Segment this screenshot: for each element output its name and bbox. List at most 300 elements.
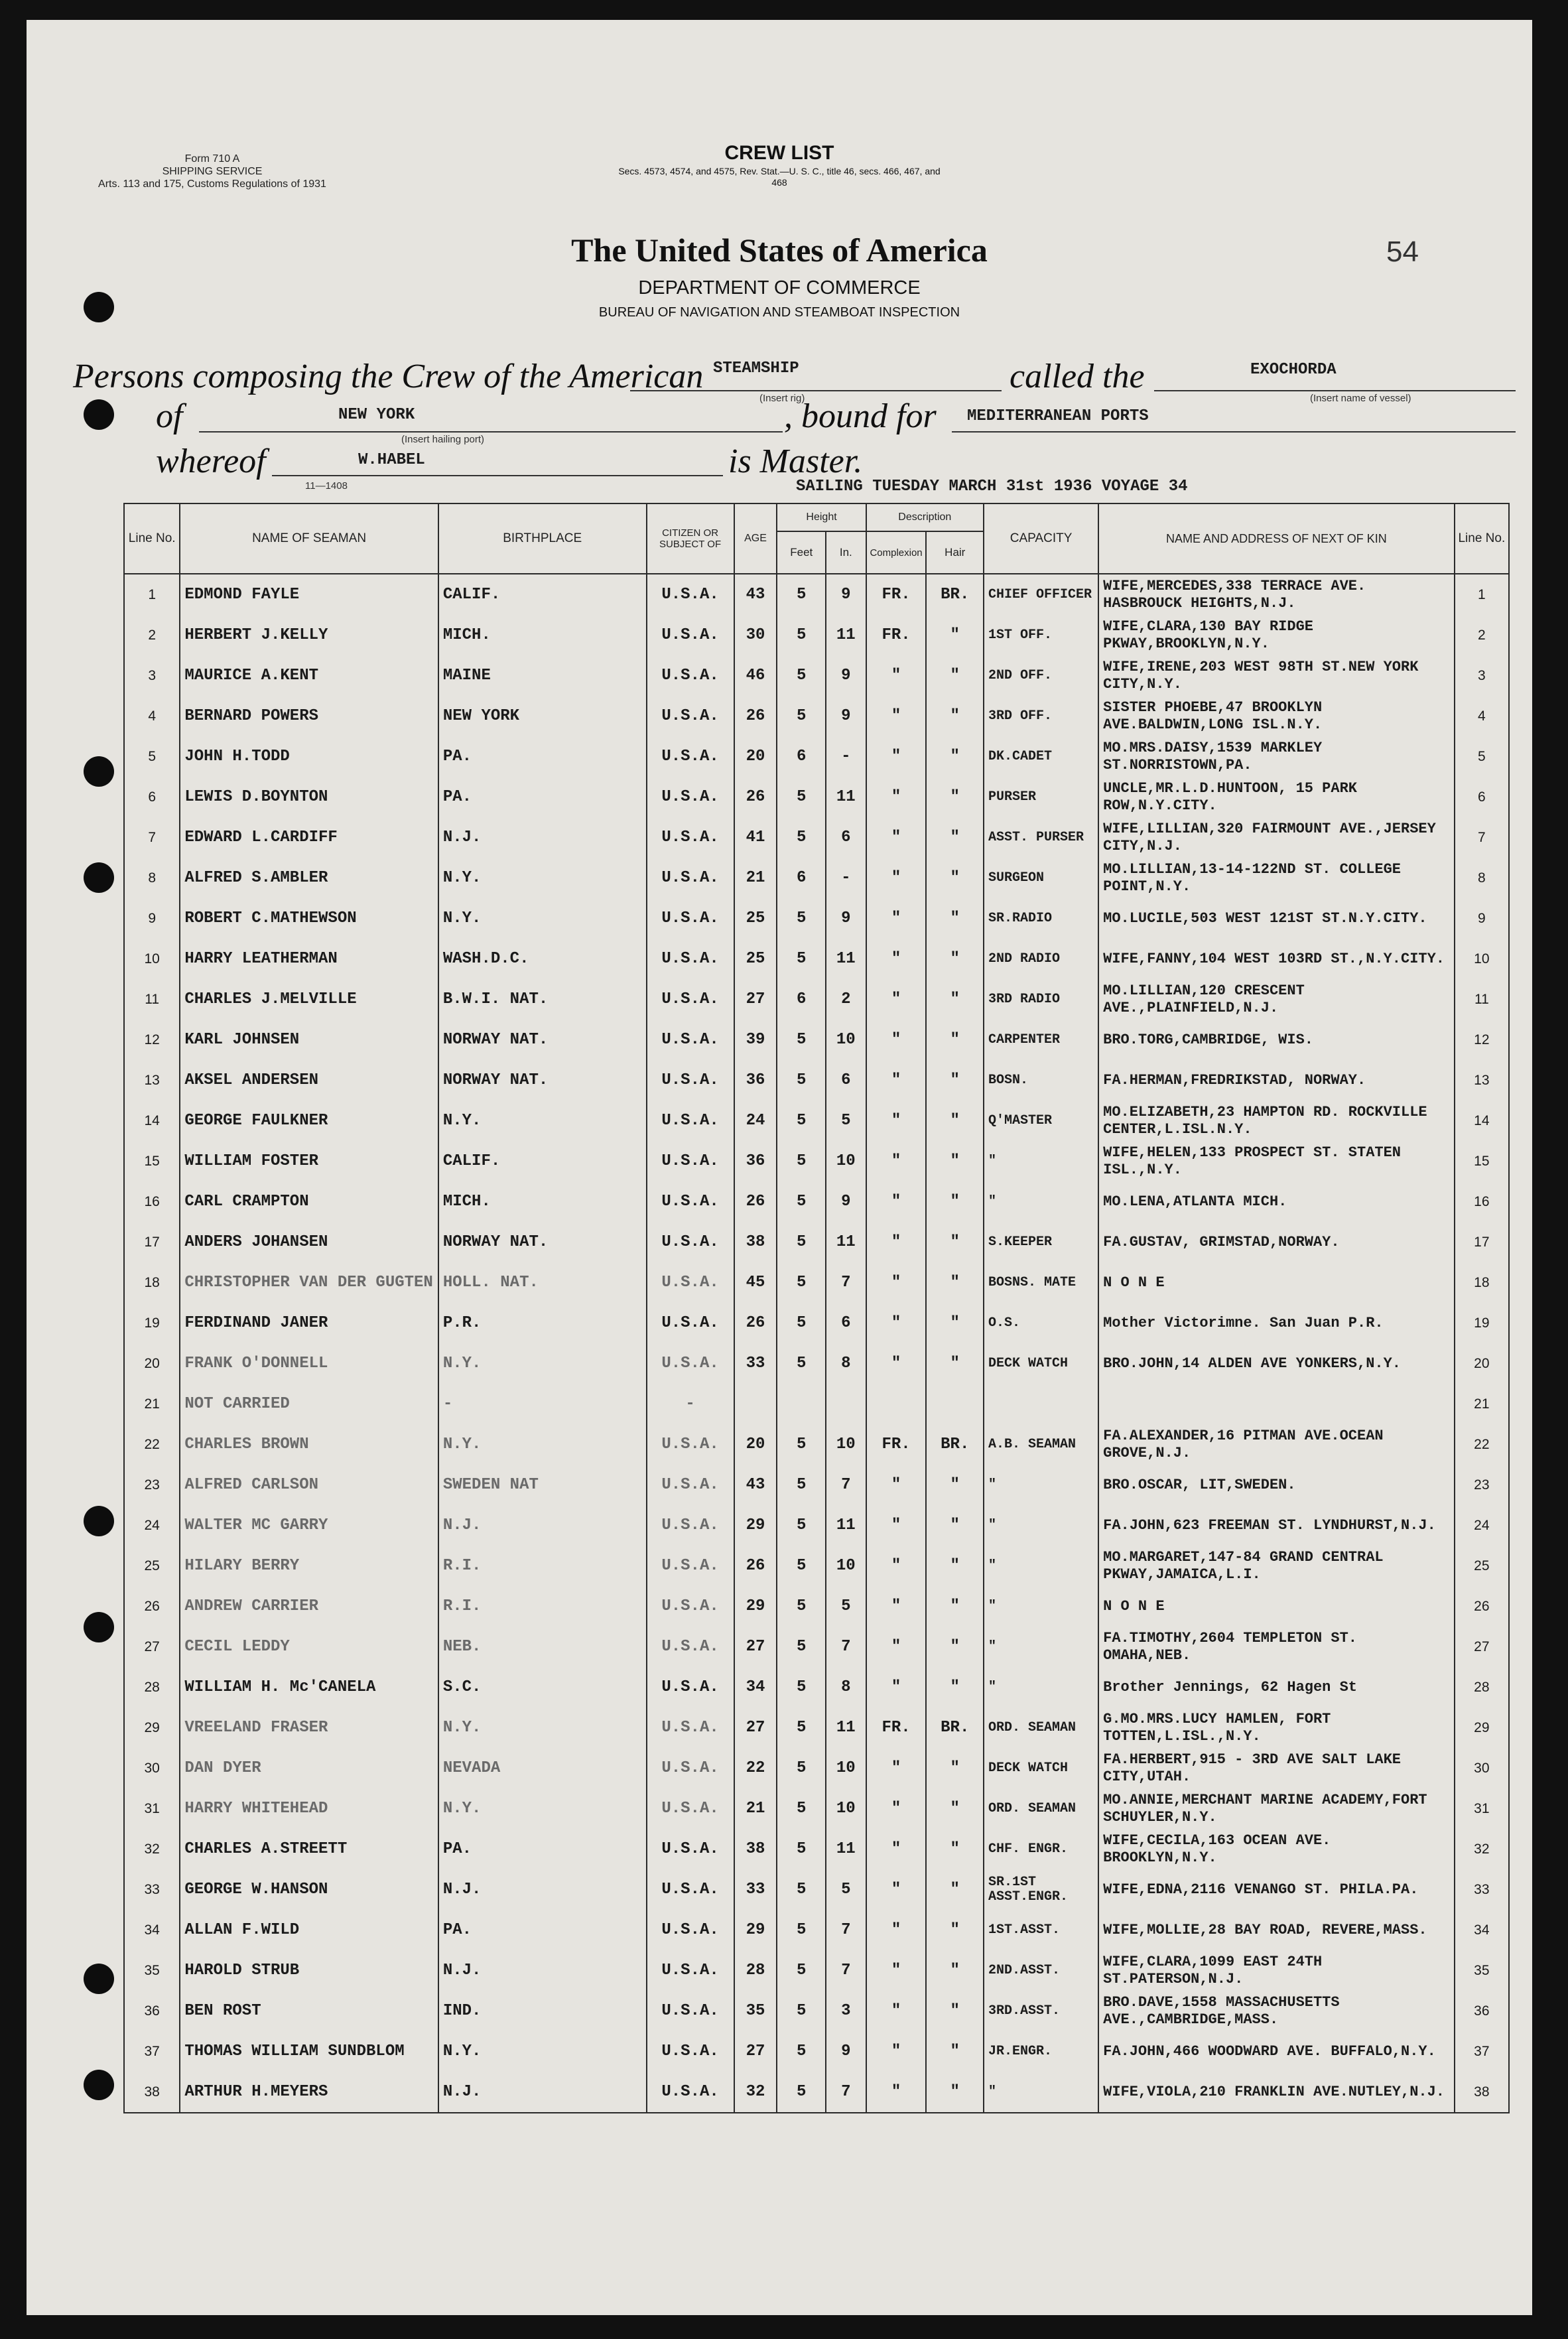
height-feet: 5 xyxy=(777,1950,826,1991)
seaman-name: GEORGE W.HANSON xyxy=(180,1869,438,1910)
citizenship: U.S.A. xyxy=(647,1667,734,1707)
line-number-right: 27 xyxy=(1455,1627,1509,1667)
age: 26 xyxy=(734,1546,777,1586)
age: 38 xyxy=(734,1222,777,1262)
capacity: " xyxy=(984,1546,1098,1586)
capacity: " xyxy=(984,1505,1098,1546)
line-number: 24 xyxy=(124,1505,180,1546)
next-of-kin: WIFE,CLARA,1099 EAST 24TH ST.PATERSON,N.J. xyxy=(1098,1950,1455,1991)
home-port-value: NEW YORK xyxy=(338,406,415,424)
line-number: 23 xyxy=(124,1465,180,1505)
height-feet: 5 xyxy=(777,1748,826,1788)
line-number: 12 xyxy=(124,1020,180,1060)
capacity: ORD. SEAMAN xyxy=(984,1788,1098,1829)
capacity: " xyxy=(984,1627,1098,1667)
height-feet: 5 xyxy=(777,1505,826,1546)
age: 26 xyxy=(734,1303,777,1343)
next-of-kin: N O N E xyxy=(1098,1586,1455,1627)
punch-hole xyxy=(84,399,114,430)
next-of-kin: G.MO.MRS.LUCY HAMLEN, FORT TOTTEN,L.ISL.,N.Y. xyxy=(1098,1707,1455,1748)
table-row xyxy=(124,1505,1509,1546)
height-inches: 9 xyxy=(826,898,866,939)
capacity: 3RD.ASST. xyxy=(984,1991,1098,2031)
port-underline xyxy=(199,431,783,433)
line-number-right: 24 xyxy=(1455,1505,1509,1546)
citizenship: U.S.A. xyxy=(647,1910,734,1950)
seaman-name: DAN DYER xyxy=(180,1748,438,1788)
birthplace: N.Y. xyxy=(438,1424,647,1465)
complexion: FR. xyxy=(866,615,927,655)
age: 28 xyxy=(734,1950,777,1991)
seaman-name: MAURICE A.KENT xyxy=(180,655,438,696)
height-feet: 5 xyxy=(777,696,826,736)
age: 22 xyxy=(734,1748,777,1788)
citizenship: U.S.A. xyxy=(647,777,734,817)
birthplace: N.Y. xyxy=(438,858,647,898)
complexion: " xyxy=(866,1950,927,1991)
height-inches: 11 xyxy=(826,1707,866,1748)
seaman-name: ARTHUR H.MEYERS xyxy=(180,2072,438,2113)
hair xyxy=(926,1384,984,1424)
capacity: " xyxy=(984,1586,1098,1627)
form-regulations: Arts. 113 and 175, Customs Regulations of 1931 xyxy=(98,178,326,190)
height-feet: 5 xyxy=(777,1262,826,1303)
citizenship: U.S.A. xyxy=(647,2072,734,2113)
citizenship: U.S.A. xyxy=(647,1707,734,1748)
table-row xyxy=(124,1303,1509,1343)
birthplace: N.Y. xyxy=(438,2031,647,2072)
print-code: 11—1408 xyxy=(305,480,348,492)
birthplace: P.R. xyxy=(438,1303,647,1343)
hair: " xyxy=(926,1020,984,1060)
height-feet: 5 xyxy=(777,898,826,939)
table-row xyxy=(124,615,1509,655)
height-feet: 5 xyxy=(777,1627,826,1667)
height-inches: 6 xyxy=(826,1303,866,1343)
hair: " xyxy=(926,1829,984,1869)
birthplace: PA. xyxy=(438,736,647,777)
height-inches: 6 xyxy=(826,1060,866,1101)
height-inches: 10 xyxy=(826,1748,866,1788)
table-row xyxy=(124,1950,1509,1991)
complexion: " xyxy=(866,1262,927,1303)
age: 25 xyxy=(734,939,777,979)
complexion: " xyxy=(866,736,927,777)
col-line-no: Line No. xyxy=(124,503,180,574)
col-capacity: CAPACITY xyxy=(984,503,1098,574)
next-of-kin: FA.TIMOTHY,2604 TEMPLETON ST. OMAHA,NEB. xyxy=(1098,1627,1455,1667)
is-master-label: is Master. xyxy=(728,442,863,480)
height-feet: 5 xyxy=(777,939,826,979)
birthplace: S.C. xyxy=(438,1667,647,1707)
line-number: 3 xyxy=(124,655,180,696)
next-of-kin: FA.HERMAN,FREDRIKSTAD, NORWAY. xyxy=(1098,1060,1455,1101)
next-of-kin: MO.LUCILE,503 WEST 121ST ST.N.Y.CITY. xyxy=(1098,898,1455,939)
complexion: " xyxy=(866,1627,927,1667)
seaman-name: KARL JOHNSEN xyxy=(180,1020,438,1060)
citizenship: U.S.A. xyxy=(647,1141,734,1181)
height-inches: 8 xyxy=(826,1667,866,1707)
citizenship: U.S.A. xyxy=(647,1020,734,1060)
line-number: 29 xyxy=(124,1707,180,1748)
crew-list-document xyxy=(27,20,1532,2315)
hair: " xyxy=(926,1991,984,2031)
height-inches: 5 xyxy=(826,1586,866,1627)
age: 36 xyxy=(734,1141,777,1181)
line-number-right: 20 xyxy=(1455,1343,1509,1384)
line-number-right: 30 xyxy=(1455,1748,1509,1788)
citizenship: U.S.A. xyxy=(647,817,734,858)
citizenship: U.S.A. xyxy=(647,1546,734,1586)
birthplace: HOLL. NAT. xyxy=(438,1262,647,1303)
next-of-kin: FA.GUSTAV, GRIMSTAD,NORWAY. xyxy=(1098,1222,1455,1262)
hair: " xyxy=(926,1586,984,1627)
seaman-name: HAROLD STRUB xyxy=(180,1950,438,1991)
height-inches: 9 xyxy=(826,655,866,696)
document-title: CREW LIST xyxy=(724,142,834,164)
hair: " xyxy=(926,1101,984,1141)
seaman-name: THOMAS WILLIAM SUNDBLOM xyxy=(180,2031,438,2072)
capacity: CARPENTER xyxy=(984,1020,1098,1060)
line-number-right: 1 xyxy=(1455,574,1509,615)
table-row xyxy=(124,1910,1509,1950)
citizenship: U.S.A. xyxy=(647,2031,734,2072)
complexion: " xyxy=(866,817,927,858)
citizenship: U.S.A. xyxy=(647,1627,734,1667)
capacity: JR.ENGR. xyxy=(984,2031,1098,2072)
called-label: called the xyxy=(1010,358,1145,395)
col-name: NAME OF SEAMAN xyxy=(180,503,438,574)
seaman-name: BERNARD POWERS xyxy=(180,696,438,736)
next-of-kin: MO.ANNIE,MERCHANT MARINE ACADEMY,FORT SCHUYLER,N.Y. xyxy=(1098,1788,1455,1829)
birthplace: N.J. xyxy=(438,2072,647,2113)
capacity: BOSNS. MATE xyxy=(984,1262,1098,1303)
citizenship: U.S.A. xyxy=(647,1262,734,1303)
citizenship: U.S.A. xyxy=(647,898,734,939)
height-inches: - xyxy=(826,858,866,898)
hair: BR. xyxy=(926,574,984,615)
line-number: 6 xyxy=(124,777,180,817)
line-number-right: 5 xyxy=(1455,736,1509,777)
capacity: DK.CADET xyxy=(984,736,1098,777)
table-row xyxy=(124,1991,1509,2031)
height-feet: 5 xyxy=(777,1424,826,1465)
age: 21 xyxy=(734,858,777,898)
citizenship: U.S.A. xyxy=(647,615,734,655)
table-row xyxy=(124,696,1509,736)
table-row xyxy=(124,858,1509,898)
birthplace: NORWAY NAT. xyxy=(438,1222,647,1262)
line-number-right: 37 xyxy=(1455,2031,1509,2072)
complexion: " xyxy=(866,939,927,979)
table-row xyxy=(124,574,1509,615)
age: 29 xyxy=(734,1586,777,1627)
next-of-kin: WIFE,CECILA,163 OCEAN AVE. BROOKLYN,N.Y. xyxy=(1098,1829,1455,1869)
citizenship: U.S.A. xyxy=(647,939,734,979)
seaman-name: ROBERT C.MATHEWSON xyxy=(180,898,438,939)
citizenship: U.S.A. xyxy=(647,1586,734,1627)
capacity: 3RD OFF. xyxy=(984,696,1098,736)
table-row xyxy=(124,1829,1509,1869)
seaman-name: CHARLES J.MELVILLE xyxy=(180,979,438,1020)
line-number-right: 6 xyxy=(1455,777,1509,817)
citizenship: U.S.A. xyxy=(647,1788,734,1829)
line-number: 38 xyxy=(124,2072,180,2113)
capacity: " xyxy=(984,2072,1098,2113)
height-inches: 10 xyxy=(826,1424,866,1465)
line-number-right: 34 xyxy=(1455,1910,1509,1950)
table-row xyxy=(124,1667,1509,1707)
line-number-right: 4 xyxy=(1455,696,1509,736)
age: 29 xyxy=(734,1910,777,1950)
birthplace: CALIF. xyxy=(438,1141,647,1181)
age: 35 xyxy=(734,1991,777,2031)
bureau-heading: BUREAU OF NAVIGATION AND STEAMBOAT INSPECTION xyxy=(598,305,960,320)
height-inches: 7 xyxy=(826,1627,866,1667)
birthplace: NORWAY NAT. xyxy=(438,1060,647,1101)
next-of-kin: BRO.TORG,CAMBRIDGE, WIS. xyxy=(1098,1020,1455,1060)
next-of-kin: SISTER PHOEBE,47 BROOKLYN AVE.BALDWIN,LONG ISL.N.Y. xyxy=(1098,696,1455,736)
table-row xyxy=(124,1465,1509,1505)
line-number: 20 xyxy=(124,1343,180,1384)
seaman-name: JOHN H.TODD xyxy=(180,736,438,777)
birthplace: NEVADA xyxy=(438,1748,647,1788)
height-feet xyxy=(777,1384,826,1424)
line-number: 11 xyxy=(124,979,180,1020)
citizenship: U.S.A. xyxy=(647,736,734,777)
punch-hole xyxy=(84,862,114,893)
next-of-kin: WIFE,MERCEDES,338 TERRACE AVE. HASBROUCK HEIGHTS,N.J. xyxy=(1098,574,1455,615)
line-number: 16 xyxy=(124,1181,180,1222)
complexion: " xyxy=(866,1222,927,1262)
table-row xyxy=(124,777,1509,817)
seaman-name: NOT CARRIED xyxy=(180,1384,438,1424)
line-number-right: 9 xyxy=(1455,898,1509,939)
country-heading: The United States of America xyxy=(571,232,988,269)
line-number-right: 18 xyxy=(1455,1262,1509,1303)
capacity: SR.RADIO xyxy=(984,898,1098,939)
line-number-right: 3 xyxy=(1455,655,1509,696)
seaman-name: HARRY WHITEHEAD xyxy=(180,1788,438,1829)
hair: " xyxy=(926,1546,984,1586)
birthplace: - xyxy=(438,1384,647,1424)
citizenship: U.S.A. xyxy=(647,1950,734,1991)
line-number: 10 xyxy=(124,939,180,979)
capacity: SR.1ST ASST.ENGR. xyxy=(984,1869,1098,1910)
height-feet: 5 xyxy=(777,777,826,817)
age: 38 xyxy=(734,1829,777,1869)
capacity: O.S. xyxy=(984,1303,1098,1343)
birthplace: N.J. xyxy=(438,1505,647,1546)
seaman-name: EDWARD L.CARDIFF xyxy=(180,817,438,858)
line-number-right: 12 xyxy=(1455,1020,1509,1060)
department-heading: DEPARTMENT OF COMMERCE xyxy=(638,277,921,299)
complexion: " xyxy=(866,898,927,939)
line-number: 17 xyxy=(124,1222,180,1262)
line-number-right: 33 xyxy=(1455,1869,1509,1910)
table-row xyxy=(124,1424,1509,1465)
age: 45 xyxy=(734,1262,777,1303)
col-inches: In. xyxy=(826,531,866,574)
citizenship: U.S.A. xyxy=(647,1222,734,1262)
next-of-kin: FA.JOHN,623 FREEMAN ST. LYNDHURST,N.J. xyxy=(1098,1505,1455,1546)
col-age: AGE xyxy=(734,503,777,574)
next-of-kin: WIFE,LILLIAN,320 FAIRMOUNT AVE.,JERSEY CITY,N.J. xyxy=(1098,817,1455,858)
complexion: " xyxy=(866,1181,927,1222)
rig-hint: (Insert rig) xyxy=(759,393,805,404)
hair: " xyxy=(926,1303,984,1343)
next-of-kin: UNCLE,MR.L.D.HUNTOON, 15 PARK ROW,N.Y.CITY. xyxy=(1098,777,1455,817)
capacity: " xyxy=(984,1667,1098,1707)
age: 30 xyxy=(734,615,777,655)
birthplace: WASH.D.C. xyxy=(438,939,647,979)
citizenship: U.S.A. xyxy=(647,1748,734,1788)
seaman-name: WILLIAM H. Mc'CANELA xyxy=(180,1667,438,1707)
line-number: 15 xyxy=(124,1141,180,1181)
line-number: 9 xyxy=(124,898,180,939)
height-feet: 6 xyxy=(777,736,826,777)
hair: " xyxy=(926,615,984,655)
capacity: ASST. PURSER xyxy=(984,817,1098,858)
table-row xyxy=(124,1101,1509,1141)
citizenship: U.S.A. xyxy=(647,979,734,1020)
capacity: 1ST.ASST. xyxy=(984,1910,1098,1950)
height-feet: 5 xyxy=(777,1141,826,1181)
table-row xyxy=(124,1222,1509,1262)
seaman-name: FERDINAND JANER xyxy=(180,1303,438,1343)
hair: " xyxy=(926,2072,984,2113)
table-row xyxy=(124,898,1509,939)
age: 24 xyxy=(734,1101,777,1141)
vessel-hint: (Insert name of vessel) xyxy=(1310,393,1411,404)
next-of-kin: BRO.DAVE,1558 MASSACHUSETTS AVE.,CAMBRIDGE,MASS. xyxy=(1098,1991,1455,2031)
rig-underline xyxy=(630,390,1002,391)
height-inches: 11 xyxy=(826,1505,866,1546)
citizenship: U.S.A. xyxy=(647,1060,734,1101)
birthplace: NEB. xyxy=(438,1627,647,1667)
table-row xyxy=(124,1060,1509,1101)
birthplace: SWEDEN NAT xyxy=(438,1465,647,1505)
birthplace: N.Y. xyxy=(438,1707,647,1748)
complexion: " xyxy=(866,1343,927,1384)
hair: " xyxy=(926,858,984,898)
height-feet: 6 xyxy=(777,979,826,1020)
complexion: " xyxy=(866,2072,927,2113)
table-row xyxy=(124,979,1509,1020)
birthplace: N.Y. xyxy=(438,1343,647,1384)
height-feet: 5 xyxy=(777,1546,826,1586)
seaman-name: CHRISTOPHER VAN DER GUGTEN xyxy=(180,1262,438,1303)
col-line-no-right: Line No. xyxy=(1455,503,1509,574)
next-of-kin: WIFE,VIOLA,210 FRANKLIN AVE.NUTLEY,N.J. xyxy=(1098,2072,1455,2113)
height-inches: 10 xyxy=(826,1546,866,1586)
line-number-right: 35 xyxy=(1455,1950,1509,1991)
col-birthplace: BIRTHPLACE xyxy=(438,503,647,574)
birthplace: N.J. xyxy=(438,817,647,858)
line-number: 36 xyxy=(124,1991,180,2031)
line-number: 2 xyxy=(124,615,180,655)
age: 26 xyxy=(734,696,777,736)
punch-hole xyxy=(84,1612,114,1642)
complexion: " xyxy=(866,1465,927,1505)
height-inches: 3 xyxy=(826,1991,866,2031)
punch-hole xyxy=(84,1964,114,1994)
age: 43 xyxy=(734,574,777,615)
birthplace: N.Y. xyxy=(438,1101,647,1141)
age: 34 xyxy=(734,1667,777,1707)
height-feet: 5 xyxy=(777,655,826,696)
height-inches: 10 xyxy=(826,1020,866,1060)
table-row xyxy=(124,817,1509,858)
bound-for-label: , bound for xyxy=(784,397,937,435)
complexion: " xyxy=(866,1991,927,2031)
seaman-name: GEORGE FAULKNER xyxy=(180,1101,438,1141)
height-feet: 5 xyxy=(777,1910,826,1950)
seaman-name: EDMOND FAYLE xyxy=(180,574,438,615)
capacity: A.B. SEAMAN xyxy=(984,1424,1098,1465)
next-of-kin: MO.ELIZABETH,23 HAMPTON RD. ROCKVILLE CENTER,L.ISL.N.Y. xyxy=(1098,1101,1455,1141)
next-of-kin: BRO.OSCAR, LIT,SWEDEN. xyxy=(1098,1465,1455,1505)
sailing-info: SAILING TUESDAY MARCH 31st 1936 VOYAGE 34 xyxy=(796,478,1188,496)
capacity: SURGEON xyxy=(984,858,1098,898)
citizenship: U.S.A. xyxy=(647,858,734,898)
next-of-kin: WIFE,MOLLIE,28 BAY ROAD, REVERE,MASS. xyxy=(1098,1910,1455,1950)
capacity: " xyxy=(984,1141,1098,1181)
height-inches: - xyxy=(826,736,866,777)
seaman-name: ANDERS JOHANSEN xyxy=(180,1222,438,1262)
height-feet: 5 xyxy=(777,1829,826,1869)
height-inches: 7 xyxy=(826,1950,866,1991)
line-number-right: 32 xyxy=(1455,1829,1509,1869)
next-of-kin: MO.MARGARET,147-84 GRAND CENTRAL PKWAY,JAMAICA,L.I. xyxy=(1098,1546,1455,1586)
birthplace: N.J. xyxy=(438,1869,647,1910)
birthplace: MICH. xyxy=(438,1181,647,1222)
line-number: 22 xyxy=(124,1424,180,1465)
line-number-right: 17 xyxy=(1455,1222,1509,1262)
seaman-name: CARL CRAMPTON xyxy=(180,1181,438,1222)
complexion: " xyxy=(866,1303,927,1343)
seaman-name: ALFRED S.AMBLER xyxy=(180,858,438,898)
height-feet: 5 xyxy=(777,1222,826,1262)
height-inches: 11 xyxy=(826,615,866,655)
citizenship: U.S.A. xyxy=(647,655,734,696)
line-number-right: 15 xyxy=(1455,1141,1509,1181)
complexion: FR. xyxy=(866,1424,927,1465)
height-inches: 9 xyxy=(826,696,866,736)
line-number-right: 19 xyxy=(1455,1303,1509,1343)
seaman-name: CECIL LEDDY xyxy=(180,1627,438,1667)
birthplace: NORWAY NAT. xyxy=(438,1020,647,1060)
age: 20 xyxy=(734,1424,777,1465)
table-row xyxy=(124,1262,1509,1303)
table-row xyxy=(124,1788,1509,1829)
port-hint: (Insert hailing port) xyxy=(401,434,485,445)
hair: " xyxy=(926,696,984,736)
height-inches: 5 xyxy=(826,1869,866,1910)
height-feet: 5 xyxy=(777,1869,826,1910)
citizenship: - xyxy=(647,1384,734,1424)
line-number-right: 23 xyxy=(1455,1465,1509,1505)
line-number: 13 xyxy=(124,1060,180,1101)
next-of-kin: WIFE,CLARA,130 BAY RIDGE PKWAY,BROOKLYN,N.Y. xyxy=(1098,615,1455,655)
capacity: ORD. SEAMAN xyxy=(984,1707,1098,1748)
capacity: DECK WATCH xyxy=(984,1343,1098,1384)
next-of-kin: FA.ALEXANDER,16 PITMAN AVE.OCEAN GROVE,N.J. xyxy=(1098,1424,1455,1465)
next-of-kin: WIFE,EDNA,2116 VENANGO ST. PHILA.PA. xyxy=(1098,1869,1455,1910)
table-row xyxy=(124,939,1509,979)
line-number-right: 2 xyxy=(1455,615,1509,655)
line-number-right: 10 xyxy=(1455,939,1509,979)
